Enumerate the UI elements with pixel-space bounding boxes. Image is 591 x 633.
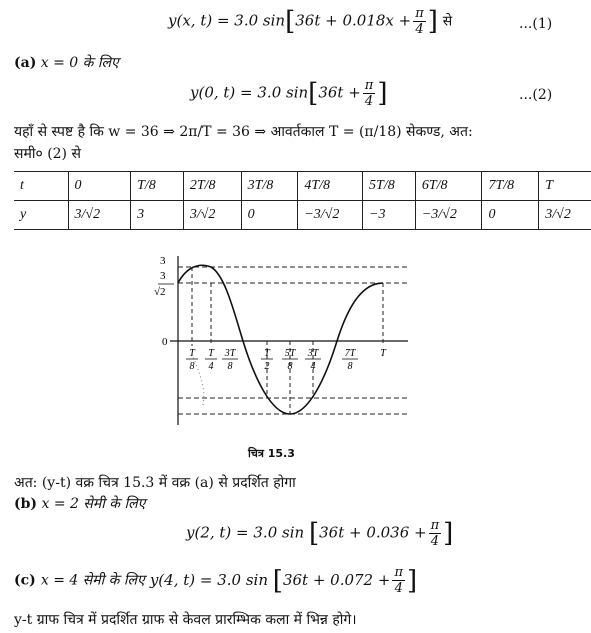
- table-cell: 0: [482, 201, 539, 230]
- x-label-t4-num: T: [208, 348, 214, 359]
- x-label-3t8-num: 3T: [224, 348, 236, 359]
- table-cell: 3: [131, 201, 184, 230]
- part-b-heading: [14, 494, 145, 513]
- x-label-5t8-den: 8: [287, 361, 293, 372]
- part-b-label: (b): [14, 496, 38, 512]
- paragraph-2: अत: (y-t) वक्र चित्र 15.3 में वक्र (a) से प्रदर्शित होगा: [14, 475, 296, 491]
- equation-c: y(4, t) = 3.0 sin [36t + 0.072 + $\frac{\pi}{4}$ ]: [149, 565, 418, 596]
- part-b-text: x = 2 सेमी के लिए: [41, 496, 146, 512]
- y-label-sqrt2: √2: [154, 286, 166, 298]
- equation-1-suffix: से: [442, 13, 453, 30]
- figure-caption: चित्र 15.3: [248, 447, 295, 460]
- part-a-text: x = 0 के लिए: [40, 55, 119, 71]
- table-cell: 6T/8: [415, 172, 482, 201]
- x-label-3t4-num: 3T: [307, 348, 319, 359]
- equation-2-inner: 36t +: [318, 83, 361, 102]
- table-cell: 3T/8: [241, 172, 298, 201]
- table-cell: 0: [241, 201, 298, 230]
- table-cell: 5T/8: [363, 172, 416, 201]
- equation-b: y(2, t) = 3.0 sin [36t + 0.036 + $\frac{\pi}{4}$ ]: [186, 518, 454, 549]
- equation-c-lhs: y(4, t) = 3.0 sin: [149, 570, 268, 589]
- table-row: [14, 172, 591, 201]
- x-label-t8-den: 8: [189, 361, 195, 372]
- paragraph-3: y-t ग्राफ चित्र में प्रदर्शित ग्राफ से केवल प्रारम्भिक कला में भिन्न होगे।: [14, 612, 357, 628]
- y-label-3: 3: [160, 270, 166, 282]
- equation-1-frac-num: π: [415, 6, 424, 21]
- table-cell: 3/√2: [183, 201, 241, 230]
- equation-2-lhs: y(0, t) = 3.0 sin: [190, 83, 309, 102]
- equation-1-number: ...(1): [519, 16, 553, 32]
- table-cell: −3: [363, 201, 416, 230]
- equation-2-frac-num: π: [364, 78, 374, 93]
- table-cell: 7T/8: [482, 172, 539, 201]
- part-a-label: (a): [14, 55, 37, 71]
- figure-15-3: [150, 250, 420, 440]
- table-cell: t: [14, 172, 68, 201]
- table-cell: T: [539, 172, 591, 201]
- table-cell: 3/√2: [68, 201, 131, 230]
- equation-b-frac-den: 4: [430, 534, 440, 549]
- table-cell: 4T/8: [298, 172, 363, 201]
- equation-2-number: ...(2): [519, 87, 553, 103]
- x-label-7t8-num: 7T: [344, 348, 356, 359]
- table-cell: −3/√2: [298, 201, 363, 230]
- table-cell: −3/√2: [415, 201, 482, 230]
- equation-1: y(x, t) = 3.0 sin[36t + 0.018x + $\frac{\pi}{4}$ ] से: [168, 6, 453, 37]
- table-row: [14, 201, 591, 230]
- x-label-t8-num: T: [189, 348, 195, 359]
- equation-c-frac-num: π: [394, 565, 403, 580]
- values-table: [14, 171, 591, 230]
- equation-b-frac-num: π: [430, 518, 440, 533]
- table-cell: 0: [68, 172, 131, 201]
- x-label-t: T: [380, 348, 386, 359]
- equation-1-inner: 36t + 0.018x +: [295, 11, 412, 30]
- paragraph-1-line-1: यहाँ से स्पष्ट है कि w = 36 ⇒ 2π/T = 36 ⇒ आवर्तकाल T = (π/18) सेकण्ड, अत:: [14, 124, 473, 140]
- table-cell: T/8: [131, 172, 184, 201]
- x-label-t4-den: 4: [208, 361, 214, 372]
- x-label-3t8-den: 8: [227, 361, 233, 372]
- equation-1-lhs: y(x, t) = 3.0 sin: [168, 11, 286, 30]
- y-label-3-top: 3: [160, 255, 166, 267]
- equation-b-lhs: y(2, t) = 3.0 sin: [186, 523, 305, 542]
- part-c: [14, 565, 417, 596]
- equation-1-frac-den: 4: [415, 22, 424, 37]
- part-c-label: (c): [14, 572, 36, 589]
- equation-2-frac-den: 4: [364, 94, 374, 109]
- x-label-5t8-num: 5T: [284, 348, 296, 359]
- x-label-t2-num: T: [264, 348, 270, 359]
- x-label-3t4-den: 4: [310, 361, 316, 372]
- x-label-7t8-den: 8: [347, 361, 353, 372]
- equation-c-frac-den: 4: [394, 581, 403, 596]
- x-label-t2-den: 2: [264, 361, 270, 372]
- table-cell: 2T/8: [183, 172, 241, 201]
- table-cell: 3/√2: [539, 201, 591, 230]
- y-label-0: 0: [162, 336, 168, 348]
- part-c-text: x = 4 सेमी के लिए: [40, 572, 145, 589]
- paragraph-1-line-2: समी० (2) से: [14, 146, 81, 162]
- equation-2: y(0, t) = 3.0 sin[36t + $\frac{\pi}{4}$ ]: [190, 78, 388, 109]
- equation-c-inner: 36t + 0.072 +: [282, 570, 391, 589]
- wave-curve: [178, 265, 383, 414]
- equation-b-inner: 36t + 0.036 +: [319, 523, 427, 542]
- table-cell: y: [14, 201, 68, 230]
- part-a-heading: [14, 53, 119, 72]
